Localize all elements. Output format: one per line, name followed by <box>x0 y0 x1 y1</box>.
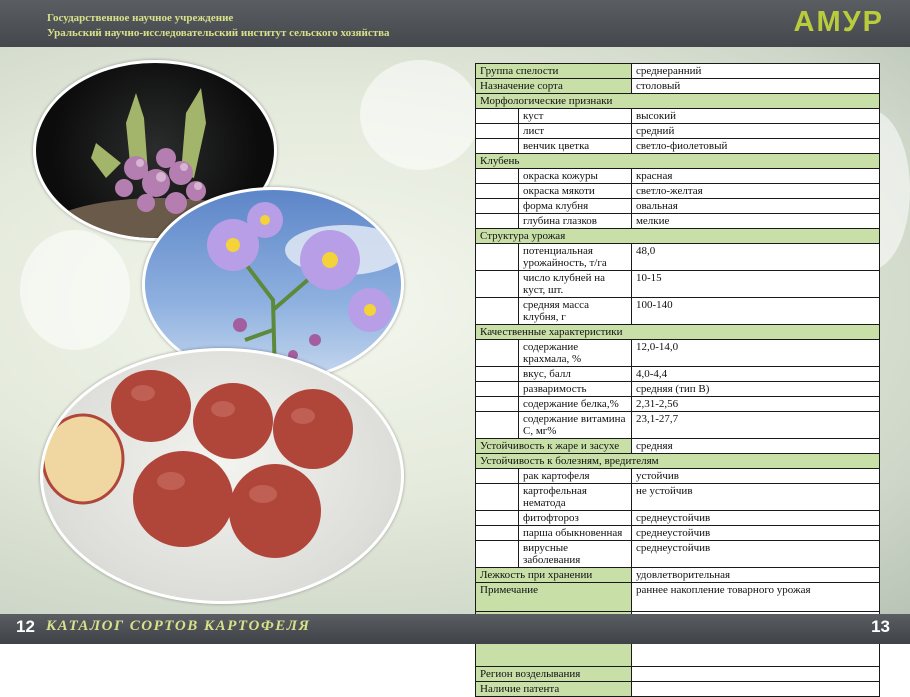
table-row <box>476 244 880 271</box>
starch-value: 12,0-14,0 <box>631 340 879 367</box>
table-row <box>476 511 880 526</box>
shape-value: овальная <box>631 199 879 214</box>
leaf-value: средний <box>631 124 879 139</box>
storage-label: Лежкость при хранении <box>476 568 632 583</box>
patent-label: Наличие патента <box>476 682 632 697</box>
catalog-title: КАТАЛОГ СОРТОВ КАРТОФЕЛЯ <box>46 618 311 634</box>
table-row <box>476 568 880 583</box>
maturity-label: Группа спелости <box>476 64 632 79</box>
taste-value: 4,0-4,4 <box>631 367 879 382</box>
table-row <box>476 154 880 169</box>
protein-value: 2,31-2,56 <box>631 397 879 412</box>
flesh-label: окраска мякоти <box>519 184 632 199</box>
morph-section-label: Морфологические признаки <box>476 94 880 109</box>
table-row <box>476 298 880 325</box>
table-row <box>476 541 880 568</box>
table-row <box>476 271 880 298</box>
table-row <box>476 79 880 94</box>
tubers-photo <box>40 348 404 604</box>
corolla-value: светло-фиолетовый <box>631 139 879 154</box>
page-number-right: 13 <box>871 617 890 636</box>
disease-section-label: Устойчивость к болезням, вредителям <box>476 454 880 469</box>
potential-label: потенциальная урожайность, т/га <box>519 244 632 271</box>
scab-value: среднеустойчив <box>631 526 879 541</box>
table-row <box>476 454 880 469</box>
heat-value: средняя <box>631 439 879 454</box>
skin-value: красная <box>631 169 879 184</box>
mass-value: 100-140 <box>631 298 879 325</box>
table-row <box>476 109 880 124</box>
table-row <box>476 325 880 340</box>
purpose-value: столовый <box>631 79 879 94</box>
cancer-value: устойчив <box>631 469 879 484</box>
table-row <box>476 214 880 229</box>
table-row <box>476 94 880 109</box>
region-value <box>631 667 879 682</box>
yield-section-label: Структура урожая <box>476 229 880 244</box>
eyes-label: глубина глазков <box>519 214 632 229</box>
table-row <box>476 439 880 454</box>
purpose-label: Назначение сорта <box>476 79 632 94</box>
shape-label: форма клубня <box>519 199 632 214</box>
table-row <box>476 682 880 697</box>
table-row <box>476 124 880 139</box>
potential-value: 48,0 <box>631 244 879 271</box>
table-row <box>476 382 880 397</box>
skin-label: окраска кожуры <box>519 169 632 184</box>
maturity-value: среднеранний <box>631 64 879 79</box>
bush-value: высокий <box>631 109 879 124</box>
background-flower <box>360 60 480 170</box>
mass-label: средняя масса клубня, г <box>519 298 632 325</box>
variety-title: АМУР <box>793 6 884 38</box>
bush-label: куст <box>519 109 632 124</box>
nematode-value: не устойчив <box>631 484 879 511</box>
scab-label: парша обыкновенная <box>519 526 632 541</box>
nematode-label: картофельная нематода <box>519 484 632 511</box>
blight-value: среднеустойчив <box>631 511 879 526</box>
starch-label: содержание крахмала, % <box>519 340 632 367</box>
table-row <box>476 412 880 439</box>
table-row <box>476 199 880 214</box>
table-row <box>476 583 880 612</box>
table-row <box>476 367 880 382</box>
table-row <box>476 667 880 682</box>
count-value: 10-15 <box>631 271 879 298</box>
storage-value: удовлетворительная <box>631 568 879 583</box>
region-label: Регион возделывания <box>476 667 632 682</box>
corolla-label: венчик цветка <box>519 139 632 154</box>
tuber-section-label: Клубень <box>476 154 880 169</box>
quality-section-label: Качественные характеристики <box>476 325 880 340</box>
variety-spec-table <box>475 63 880 697</box>
table-row <box>476 64 880 79</box>
count-label: число клубней на куст, шт. <box>519 271 632 298</box>
table-row <box>476 139 880 154</box>
table-row <box>476 397 880 412</box>
virus-value: среднеустойчив <box>631 541 879 568</box>
eyes-value: мелкие <box>631 214 879 229</box>
table-row <box>476 340 880 367</box>
blight-label: фитофтороз <box>519 511 632 526</box>
background-flower <box>20 230 130 350</box>
note-label: Примечание <box>476 583 632 612</box>
table-row <box>476 469 880 484</box>
table-row <box>476 169 880 184</box>
vitc-value: 23,1-27,7 <box>631 412 879 439</box>
table-row <box>476 184 880 199</box>
taste-label: вкус, балл <box>519 367 632 382</box>
organization-name: Государственное научное учреждение Уральский научно-исследовательский институт сельского хозяйства <box>47 12 390 39</box>
page-number-left: 12 <box>16 617 35 636</box>
table-row <box>476 229 880 244</box>
patent-value <box>631 682 879 697</box>
virus-label: вирусные заболевания <box>519 541 632 568</box>
heat-label: Устойчивость к жаре и засухе <box>476 439 632 454</box>
table-row <box>476 484 880 511</box>
leaf-label: лист <box>519 124 632 139</box>
boil-label: разваримость <box>519 382 632 397</box>
flesh-value: светло-желтая <box>631 184 879 199</box>
boil-value: средняя (тип В) <box>631 382 879 397</box>
vitc-label: содержание витамина С, мг% <box>519 412 632 439</box>
cancer-label: рак картофеля <box>519 469 632 484</box>
note-value: раннее накопление товарного урожая <box>631 583 879 612</box>
protein-label: содержание белка,% <box>519 397 632 412</box>
table-row <box>476 526 880 541</box>
